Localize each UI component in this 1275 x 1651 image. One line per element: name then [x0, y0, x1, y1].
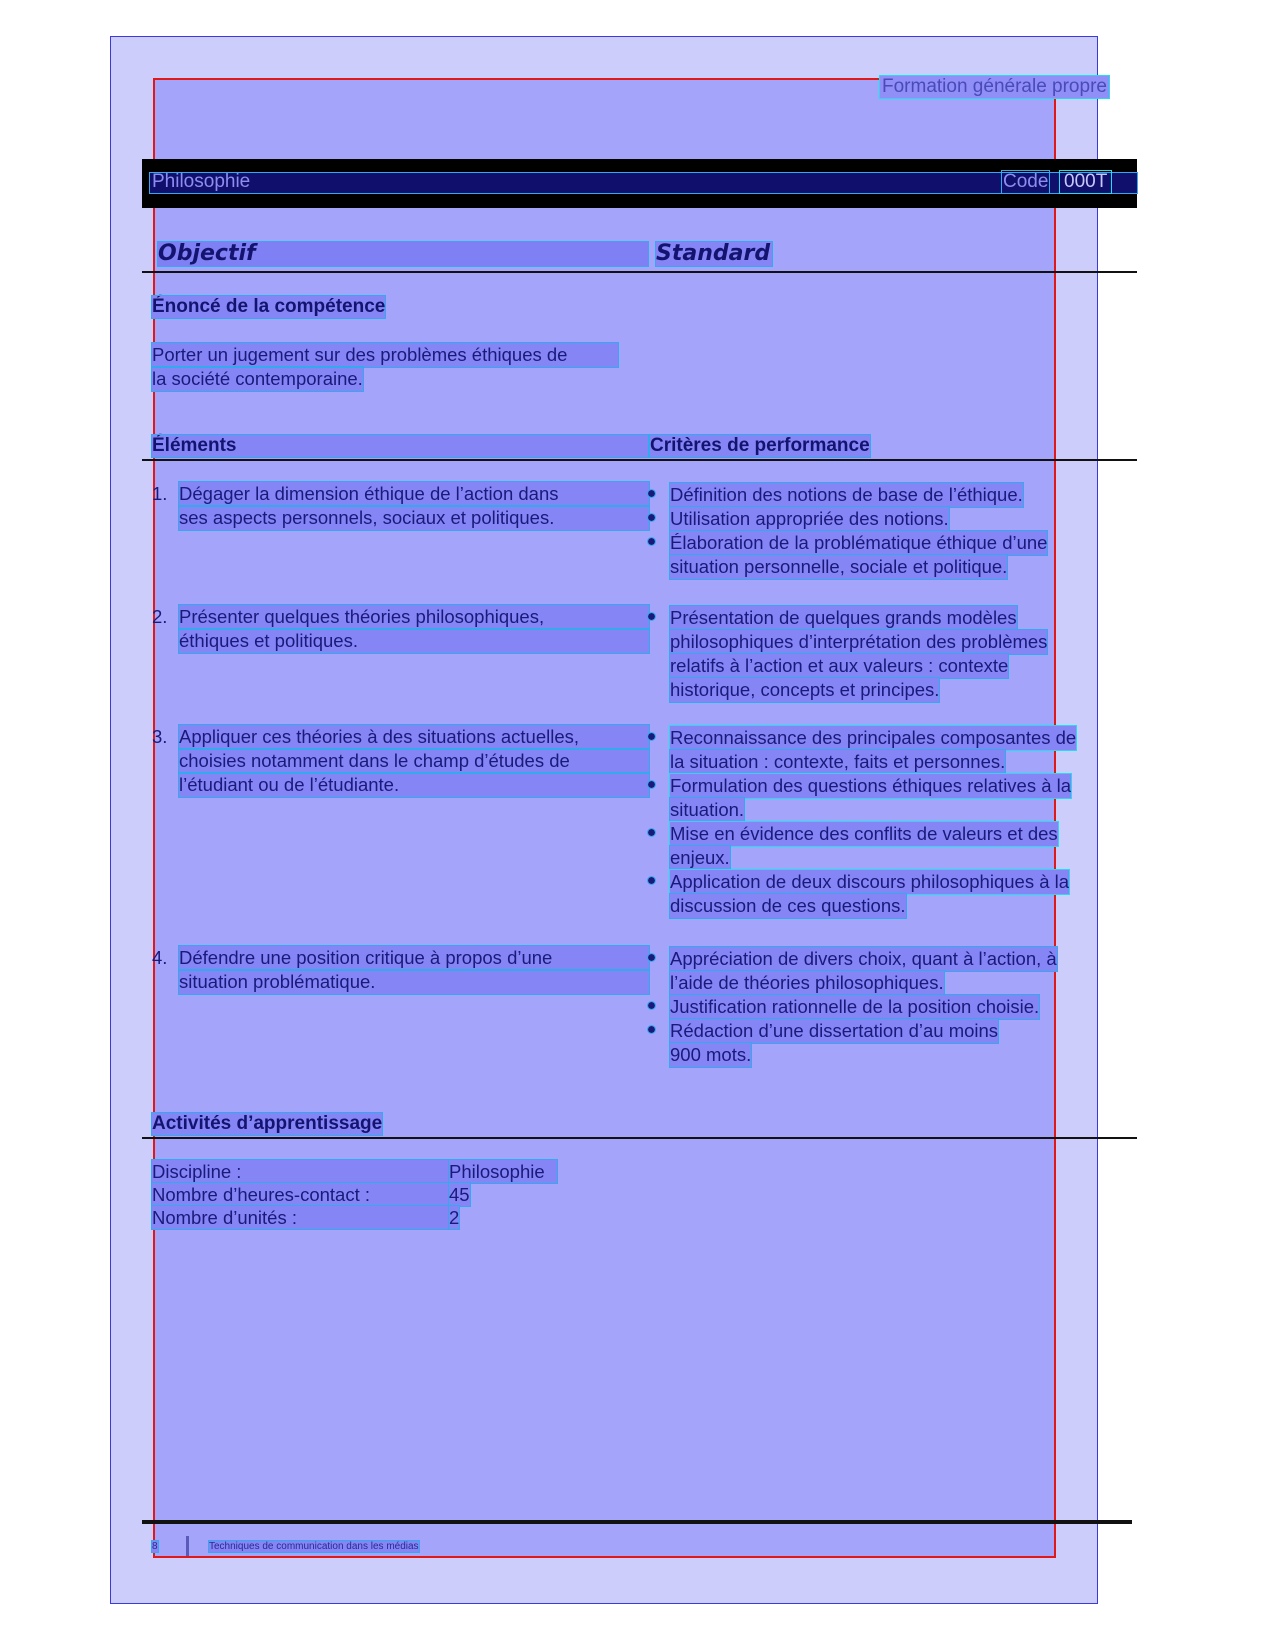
criteria-line: Mise en évidence des conflits de valeurs et des [670, 823, 1058, 844]
criteria-line: historique, concepts et principes. [670, 679, 940, 700]
criteria-line: situation personnelle, sociale et politique. [670, 556, 1008, 577]
footer-program-name: Techniques de communication dans les médias [209, 1541, 419, 1552]
element-text [179, 946, 649, 994]
header-bar [142, 159, 1137, 208]
criteria-line: Élaboration de la problématique éthique d’une [670, 532, 1048, 553]
element-text [179, 725, 649, 797]
footer-separator [186, 1536, 189, 1556]
program-tag: Formation générale propre [882, 76, 1107, 97]
criteria-line: Appréciation de divers choix, quant à l’action, à [670, 948, 1057, 969]
bullet-icon [648, 490, 655, 497]
criteria-line: Formulation des questions éthiques relatives à la [670, 775, 1072, 796]
bullet-icon [648, 829, 655, 836]
criteria-line: discussion de ces questions. [670, 895, 906, 916]
element-line: ses aspects personnels, sociaux et politiques. [179, 506, 649, 530]
element-number: 2. [152, 606, 168, 627]
criteria-line: relatifs à l’action et aux valeurs : contexte [670, 655, 1009, 676]
criteria-item [648, 531, 1047, 579]
criteria-list [648, 726, 1076, 918]
bullet-icon [648, 877, 655, 884]
criteria-heading: Critères de performance [650, 435, 870, 456]
element-line: situation problématique. [179, 970, 649, 994]
bullet-icon [648, 613, 655, 620]
header-code-value: 000T [1060, 171, 1111, 193]
criteria-line: Reconnaissance des principales composantes de [670, 727, 1077, 748]
criteria-list [648, 606, 1047, 702]
page-number: 8 [152, 1541, 158, 1552]
criteria-line: Définition des notions de base de l’éthique. [670, 484, 1023, 505]
criteria-item [648, 483, 1047, 507]
criteria-item [648, 870, 1076, 918]
bullet-icon [648, 733, 655, 740]
criteria-line: enjeux. [670, 847, 730, 868]
criteria-line: Rédaction d’une dissertation d’au moins [670, 1020, 999, 1041]
competence-line: la société contemporaine. [152, 368, 363, 389]
element-line: Défendre une position critique à propos d’une [179, 946, 649, 970]
criteria-line: situation. [670, 799, 745, 820]
bullet-icon [648, 954, 655, 961]
footer-rule [142, 1520, 1132, 1524]
bullet-icon [648, 538, 655, 545]
competence-heading: Énoncé de la compétence [152, 296, 386, 317]
bullet-icon [648, 1002, 655, 1009]
criteria-item [648, 726, 1076, 774]
activities-heading: Activités d’apprentissage [152, 1113, 383, 1134]
element-number: 3. [152, 726, 168, 747]
criteria-list [648, 947, 1057, 1067]
element-line: Présenter quelques théories philosophiques, [179, 605, 649, 629]
element-text [179, 605, 649, 653]
bullet-icon [648, 781, 655, 788]
criteria-item [648, 1019, 1057, 1067]
element-text [179, 482, 649, 530]
element-line: Appliquer ces théories à des situations actuelles, [179, 725, 649, 749]
element-line: Dégager la dimension éthique de l’action dans [179, 482, 649, 506]
objective-title: Objectif [158, 242, 648, 266]
criteria-line: philosophiques d’interprétation des problèmes [670, 631, 1048, 652]
criteria-item [648, 507, 1047, 531]
activities-label: Nombre d’unités : [152, 1206, 449, 1229]
activities-value: 2 [449, 1207, 460, 1228]
criteria-item [648, 822, 1076, 870]
activities-value: 45 [449, 1184, 470, 1205]
bullet-icon [648, 1026, 655, 1033]
competence-statement [152, 343, 618, 391]
criteria-item [648, 995, 1057, 1019]
criteria-list [648, 483, 1047, 579]
criteria-line: Justification rationnelle de la position choisie. [670, 996, 1040, 1017]
competence-line: Porter un jugement sur des problèmes éthiques de [152, 343, 618, 367]
activities-label: Nombre d’heures-contact : [152, 1183, 449, 1206]
header-discipline: Philosophie [152, 171, 251, 192]
element-number: 1. [152, 483, 168, 504]
criteria-line: Application de deux discours philosophiques à la [670, 871, 1070, 892]
criteria-line: Utilisation appropriée des notions. [670, 508, 949, 529]
divider-rule [142, 1137, 1137, 1139]
element-number: 4. [152, 947, 168, 968]
criteria-line: Présentation de quelques grands modèles [670, 607, 1017, 628]
header-bar-inner [150, 173, 1137, 193]
criteria-line: la situation : contexte, faits et personnes. [670, 751, 1006, 772]
elements-heading: Éléments [152, 435, 648, 457]
activities-value: Philosophie [449, 1160, 557, 1183]
criteria-line: 900 mots. [670, 1044, 752, 1065]
criteria-item [648, 774, 1076, 822]
header-code-label: Code [1003, 171, 1049, 192]
criteria-line: l’aide de théories philosophiques. [670, 972, 944, 993]
element-line: l’étudiant ou de l’étudiante. [179, 773, 649, 797]
standard-title: Standard [656, 241, 771, 266]
divider-rule [142, 271, 1137, 273]
activities-label: Discipline : [152, 1160, 449, 1183]
divider-rule [142, 459, 1137, 461]
criteria-item [648, 606, 1047, 702]
element-line: choisies notamment dans le champ d’études de [179, 749, 649, 773]
bullet-icon [648, 514, 655, 521]
element-line: éthiques et politiques. [179, 629, 649, 653]
criteria-item [648, 947, 1057, 995]
